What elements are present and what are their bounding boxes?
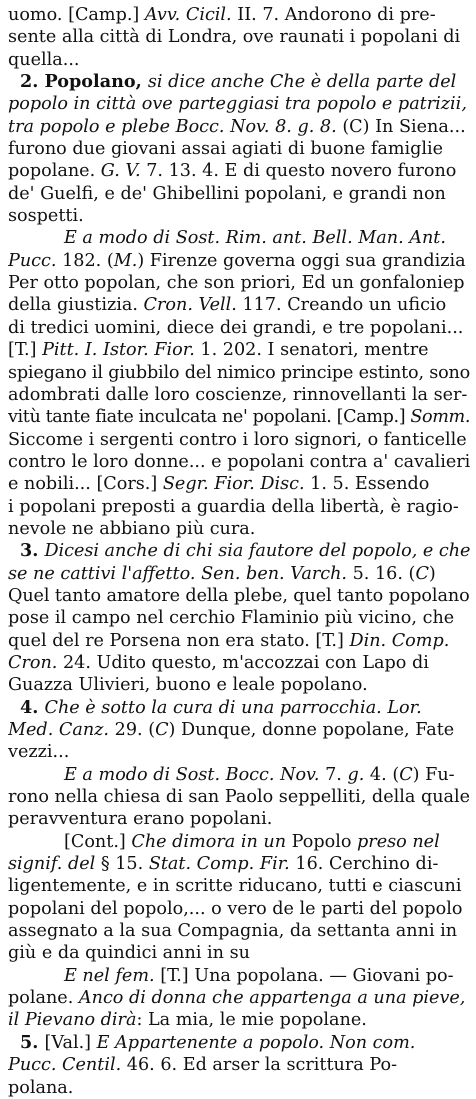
text-segment: di tredici uomini, diece dei grandi, e tre popolani...	[8, 317, 464, 338]
text-segment: della giustizia.	[8, 295, 144, 316]
text-segment: nevole ne abbiano più cura.	[8, 518, 256, 539]
text-segment: 5.	[20, 1031, 45, 1053]
text-line	[8, 786, 470, 808]
text-segment: vezzi...	[8, 742, 70, 763]
text-segment: furono due giovani assai agiati di buone famiglie	[8, 139, 444, 160]
text-segment: assegnato a la sua Compagnia, da settanta anni in	[8, 921, 458, 942]
text-line	[8, 451, 470, 473]
text-segment: popolani del popolo,... o vero de le parti del popolo	[8, 898, 463, 919]
text-segment: sospetti.	[8, 206, 84, 227]
text-segment: 7. 13. 4. E di questo novero furono	[146, 161, 457, 182]
text-segment: ) Dunque, donne popolane, Fate	[168, 720, 455, 740]
text-line	[8, 362, 470, 384]
text-line	[8, 540, 470, 562]
text-segment: 1. 5. Essendo	[310, 474, 430, 495]
text-segment: 4.	[20, 696, 45, 718]
text-segment: polana.	[8, 1077, 74, 1098]
text-segment: popolane.	[8, 161, 101, 182]
text-segment: quel del re Porsena non era stato. [T.]	[8, 630, 350, 651]
text-line	[8, 93, 470, 115]
text-line	[8, 853, 470, 875]
text-segment: E Appartenente a popolo. Non com.	[96, 1032, 416, 1053]
text-segment: 46. 6. Ed arser la scrittura Po-	[126, 1055, 398, 1076]
text-line	[8, 183, 470, 205]
text-line	[8, 965, 470, 987]
text-segment: Stat. Comp. Fir.	[148, 854, 296, 875]
text-line	[8, 652, 470, 674]
text-segment: de' Guelfi, e de' Ghibellini popolani, e grandi non	[8, 183, 446, 204]
text-line	[8, 272, 470, 294]
text-line	[8, 764, 470, 786]
text-segment: tra popolo e plebe	[8, 116, 176, 137]
text-segment: E nel fem.	[64, 965, 161, 986]
text-line	[8, 585, 470, 607]
text-segment: Med. Canz.	[8, 720, 115, 740]
text-segment: giù e da quindici anni in su	[8, 943, 250, 964]
text-line	[8, 1077, 470, 1099]
text-line	[8, 942, 470, 964]
text-segment: signif. del	[8, 854, 101, 875]
text-segment: [T.] Una popolana. — Giovani po-	[160, 965, 454, 986]
text-line	[8, 384, 470, 406]
text-segment: adombrati dalle loro coscienze, rinnovellanti la ser-	[8, 384, 468, 405]
text-segment: Bocc. Nov. 8. g. 8.	[175, 116, 343, 137]
text-segment: g.	[347, 764, 365, 785]
text-segment: Che dimora in un	[131, 831, 292, 852]
text-segment: G. V.	[100, 161, 147, 182]
text-segment: Che è sotto la cura di una parrocchia. Lor.	[44, 697, 422, 718]
text-segment: i popolani preposti a guardia della libertà, è ragio-	[8, 496, 459, 517]
text-line	[8, 920, 470, 942]
text-segment: 2. Popolano,	[20, 71, 148, 93]
text-segment: 3.	[20, 540, 45, 562]
text-line	[8, 473, 470, 495]
text-segment: popolo in città ove parteggiasi tra popolo e patrizii,	[8, 94, 467, 115]
text-segment: [Cont.]	[64, 831, 132, 852]
text-line	[8, 49, 470, 71]
text-segment: e nobili... [Cors.]	[8, 474, 163, 495]
text-segment: : La mia, le mie popolane.	[136, 1010, 367, 1031]
text-line	[8, 406, 470, 428]
text-segment: ) Firenze governa oggi sua grandizia	[137, 250, 466, 271]
entry-text-column	[8, 4, 470, 1099]
text-line	[8, 741, 470, 763]
text-segment: 117. Creando un uficio	[242, 295, 447, 316]
text-segment: Pucc. Centil.	[8, 1055, 127, 1076]
text-line	[8, 71, 470, 93]
text-segment: Pucc.	[8, 250, 63, 271]
text-segment: 24. Udito questo, m'accozzai con Lapo di	[62, 652, 429, 673]
text-line	[8, 250, 470, 272]
text-line	[8, 227, 470, 249]
text-segment: sente alla città di Londra, ove raunati i popolani di	[8, 27, 461, 48]
text-line	[8, 205, 470, 227]
text-line	[8, 808, 470, 830]
text-segment: Pitt. I. Istor. Fior.	[42, 340, 201, 361]
text-line	[8, 674, 470, 696]
text-segment: 182. (	[62, 250, 114, 271]
text-line	[8, 697, 470, 719]
text-segment: ) Fu-	[412, 764, 455, 785]
text-line	[8, 429, 470, 451]
text-segment: 1. 202. I senatori, mentre	[200, 340, 429, 361]
text-segment: il Pievano dirà	[8, 1010, 137, 1031]
text-segment: § 15.	[100, 854, 149, 875]
text-line	[8, 518, 470, 540]
text-line	[8, 496, 470, 518]
text-segment: si dice anche Che è della parte del	[147, 72, 457, 93]
text-line	[8, 26, 470, 48]
text-segment: C	[415, 563, 429, 584]
text-segment: [T.]	[8, 340, 43, 361]
text-line	[8, 116, 470, 138]
text-segment: Popolo	[291, 831, 358, 852]
text-line	[8, 898, 470, 920]
text-line	[8, 719, 470, 741]
text-line	[8, 630, 470, 652]
text-segment: uomo. [Camp.]	[8, 5, 145, 25]
text-segment: II. 7. Andorono di pre-	[237, 5, 436, 25]
text-segment: E a modo di Sost. Rim. ant. Bell. Man. Ant.	[64, 228, 446, 249]
text-segment: polane.	[8, 988, 79, 1009]
text-segment: Somm.	[410, 407, 470, 428]
text-segment: 4. (	[364, 764, 400, 785]
text-segment: M.	[113, 250, 138, 271]
text-segment: )	[428, 563, 436, 584]
text-segment: Avv. Cicil.	[144, 5, 238, 25]
text-segment: 5. 16. (	[352, 563, 416, 584]
text-line	[8, 317, 470, 339]
text-segment: Siccome i sergenti contro i loro signori, o fanticelle	[8, 429, 467, 450]
text-segment: peravventura erano popolani.	[8, 809, 273, 830]
text-segment: ligentemente, e in scritte riducano, tutti e ciascuni	[8, 876, 462, 897]
text-segment: (C) In Siena...	[342, 116, 466, 137]
text-segment: [Val.]	[44, 1032, 97, 1053]
text-segment: Din. Comp.	[349, 630, 450, 651]
text-segment: 16. Cerchino di-	[295, 854, 439, 875]
text-segment: contro le loro donne... e popolani contra a' cavalieri	[8, 451, 470, 472]
text-line	[8, 1032, 470, 1054]
text-segment: rono nella chiesa di san Paolo seppelliti, della quale	[8, 787, 470, 808]
text-segment: preso nel	[357, 831, 440, 852]
text-segment: Cron.	[8, 652, 63, 673]
text-segment: C	[155, 720, 169, 740]
text-segment: 29. (	[114, 720, 156, 740]
text-line	[8, 339, 470, 361]
text-segment: C	[399, 764, 413, 785]
text-segment: Segr. Fior. Disc.	[162, 474, 311, 495]
text-line	[8, 875, 470, 897]
text-line	[8, 160, 470, 182]
text-segment: E a modo di Sost. Bocc. Nov.	[64, 764, 326, 785]
text-line	[8, 138, 470, 160]
text-line	[8, 563, 470, 585]
text-segment: Per otto popolan, che son priori, Ed un gonfaloniер	[8, 273, 465, 294]
text-line	[8, 607, 470, 629]
text-segment: Anco di donna che appartenga a una pieve,	[78, 988, 466, 1009]
text-segment: pose il campo nel cerchio Flaminio più vicino, che	[8, 608, 455, 629]
text-segment: vitù tante fiate inculcata ne' popolani. [Camp.]	[8, 407, 411, 428]
text-segment: Quel tanto amatore della plebe, quel tanto popolano	[8, 585, 470, 606]
text-line	[8, 294, 470, 316]
text-line	[8, 1054, 470, 1076]
text-segment: spiegano il giubbilo del nimico principe estinto, sono	[8, 362, 470, 383]
text-segment: se ne cattivi l'affetto. Sen. ben. Varch.	[8, 563, 353, 584]
text-line	[8, 4, 470, 26]
text-segment: Cron. Vell.	[143, 295, 243, 316]
text-segment: quella...	[8, 49, 80, 70]
text-segment: Dicesi anche di chi sia fautore del popolo, e che	[44, 541, 470, 562]
text-line	[8, 1009, 470, 1031]
text-line	[8, 831, 470, 853]
text-segment: 7.	[325, 764, 348, 785]
text-line	[8, 987, 470, 1009]
text-segment: Guazza Ulivieri, buono e leale popolano.	[8, 675, 368, 696]
